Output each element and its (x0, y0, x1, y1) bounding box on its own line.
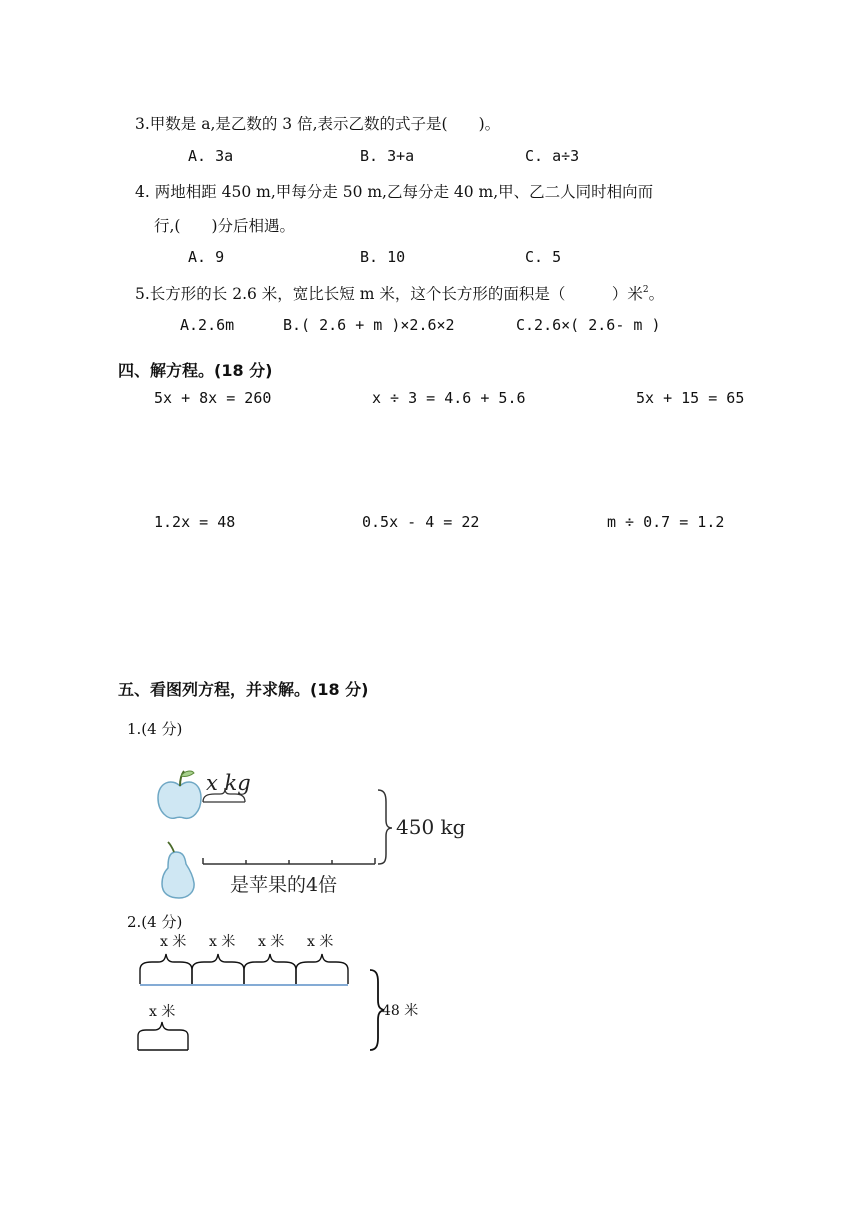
question-3-option-a: A. 3a (188, 147, 234, 165)
question-4-stem-line1: 4. 两地相距 450 m,甲每分走 50 m,乙每分走 40 m,甲、乙二人同时相向而 (135, 183, 654, 201)
question-4-stem-line2: 行,( )分后相遇。 (154, 217, 296, 235)
apple-icon (158, 771, 201, 818)
segment-label-2: x 米 (209, 934, 236, 950)
equation-2: x ÷ 3 = 4.6 + 5.6 (372, 389, 526, 407)
question-3-option-c: C. a÷3 (525, 147, 580, 165)
equation-4: 1.2x = 48 (154, 513, 236, 531)
equation-1: 5x + 8x = 260 (154, 389, 272, 407)
section-4-title: 四、解方程。(18 分) (118, 361, 273, 380)
pear-relation-label: 是苹果的4倍 (230, 874, 338, 896)
brace-1 (140, 954, 192, 984)
equation-3: 5x + 15 = 65 (636, 389, 745, 407)
question-5-option-a: A.2.6m (180, 316, 235, 334)
brace-3 (244, 954, 296, 984)
question-5-superscript: 2 (642, 285, 649, 295)
equation-6: m ÷ 0.7 = 1.2 (607, 513, 725, 531)
question-4-option-a: A. 9 (188, 248, 225, 266)
problem-2-label: 2.(4 分) (127, 913, 183, 931)
total-brace (378, 790, 392, 864)
brace-2 (192, 954, 244, 984)
question-5-stem-text: 5.长方形的长 2.6 米，宽比长短 m 米，这个长方形的面积是（ ）米 (135, 285, 643, 303)
section-5-title: 五、看图列方程，并求解。(18 分) (118, 680, 369, 699)
question-5-option-b: B.( 2.6 + m )×2.6×2 (283, 316, 455, 334)
equation-5: 0.5x - 4 = 22 (362, 513, 480, 531)
problem-1-label: 1.(4 分) (127, 720, 183, 738)
bottom-segment-label: x 米 (149, 1004, 176, 1020)
problem-1-diagram (150, 764, 480, 900)
question-3-option-b: B. 3+a (360, 147, 415, 165)
total-length-label: 48 米 (382, 1003, 419, 1019)
question-4-option-b: B. 10 (360, 248, 406, 266)
total-weight-label: 450 kg (396, 815, 466, 839)
segment-label-4: x 米 (307, 934, 334, 950)
segment-label-1: x 米 (160, 934, 187, 950)
question-5-stem (135, 282, 664, 304)
question-5-stem-end: 。 (648, 285, 665, 303)
x-kg-label: x kg (206, 771, 251, 795)
problem-2-diagram (130, 928, 450, 1060)
segment-label-3: x 米 (258, 934, 285, 950)
question-4-option-c: C. 5 (525, 248, 562, 266)
pear-icon (162, 842, 194, 898)
question-3-stem: 3.甲数是 a,是乙数的 3 倍,表示乙数的式子是( )。 (135, 115, 501, 133)
brace-4 (296, 954, 348, 984)
question-5-option-c: C.2.6×( 2.6- m ) (516, 316, 661, 334)
bottom-brace (138, 1022, 188, 1050)
